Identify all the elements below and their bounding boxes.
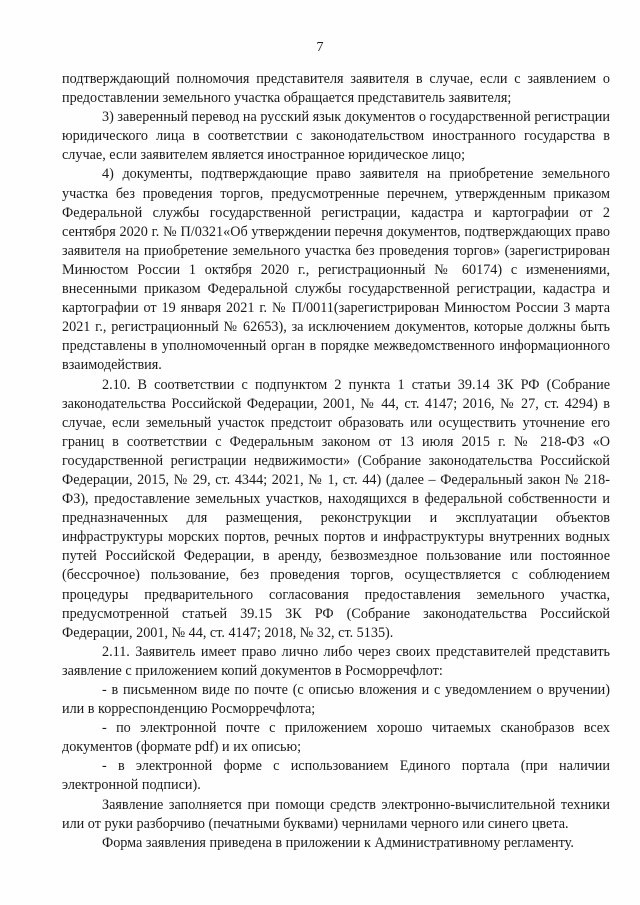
paragraph-bullet-email: - по электронной почте с приложением хорошо читаемых сканобразов всех документов (формате pdf) и их описью; (62, 720, 610, 756)
paragraph-section-2-10: 2.10. В соответствии с подпунктом 2 пункта 1 статьи 39.14 ЗК РФ (Собрание законодательства Российской Федерации, 2001, № 44, ст. 4147; 2016, № 27, ст. 4294) в случае, если земельный участок предстоит образовать или осуществить уточнение его границ в соответствии с Федеральным законом от 13 июля 2015 г. № 218-ФЗ «О государственной регистрации недвижимости» (Собрание законодательства Российской Федерации, 2015, № 29, ст. 4344; 2021, № 1, ст. 44) (далее – Федеральный закон № 218-ФЗ), предоставление земельных участков, находящихся в федеральной собственности и предназначенных для размещения, реконструкции и эксплуатации объектов инфраструктуры морских портов, речных портов и инфраструктуры внутренних водных путей Российской Федерации, в аренду, безвозмездное пользование или постоянное (бессрочное) пользование, без проведения торгов, осуществляется с соблюдением процедуры предварительного согласования предоставления земельного участка, предусмотренной статьей 39.15 ЗК РФ (Собрание законодательства Российской Федерации, 2001, № 44, ст. 4147; 2018, № 32, ст. 5135). (62, 376, 610, 641)
paragraph-bullet-post: - в письменном виде по почте (с описью вложения и с уведомлением о вручении) или в корреспонденцию Росморречфлота; (62, 682, 610, 718)
paragraph-bullet-portal: - в электронной форме с использованием Единого портала (при наличии электронной подписи). (62, 758, 610, 794)
paragraph-item-3: 3) заверенный перевод на русский язык документов о государственной регистрации юридического лица в соответствии с законодательством иностранного государства в случае, если заявителем является иностранное юридическое лицо; (62, 109, 610, 164)
paragraph-section-2-11: 2.11. Заявитель имеет право лично либо через своих представителей представить заявление с приложением копий документов в Росморречфлот: (62, 643, 610, 679)
paragraph-form-reference: Форма заявления приведена в приложении к Административному регламенту. (102, 834, 574, 851)
paragraph-filling-rules: Заявление заполняется при помощи средств электронно-вычислительной техники или от руки разборчиво (печатными буквами) чернилами черного или синего цвета. (62, 796, 610, 832)
paragraph-item-4: 4) документы, подтверждающие право заявителя на приобретение земельного участка без проведения торгов, предусмотренные перечнем, утвержденным приказом Федеральной службы государственной регистрации, кадастра и картографии от 2 сентября 2020 г. № П/0321«Об утверждении перечня документов, подтверждающих право заявителя на приобретение земельного участка без проведения торгов» (зарегистрирован Минюстом России 1 октября 2020 г., регистрационный № 60174) с изменениями, внесенными приказом Федеральной службы государственной регистрации, кадастра и картографии от 19 января 2021 г. № П/0011(зарегистрирован Минюстом России 3 марта 2021 г., регистрационный № 62653), за исключением документов, которые должны быть представлены в уполномоченный орган в порядке межведомственного информационного взаимодействия. (62, 166, 610, 374)
paragraph-continuation: подтверждающий полномочия представителя заявителя в случае, если с заявлением о предоставлении земельного участка обращается представитель заявителя; (62, 71, 610, 107)
document-body (62, 70, 610, 853)
page-number: 7 (316, 40, 324, 55)
